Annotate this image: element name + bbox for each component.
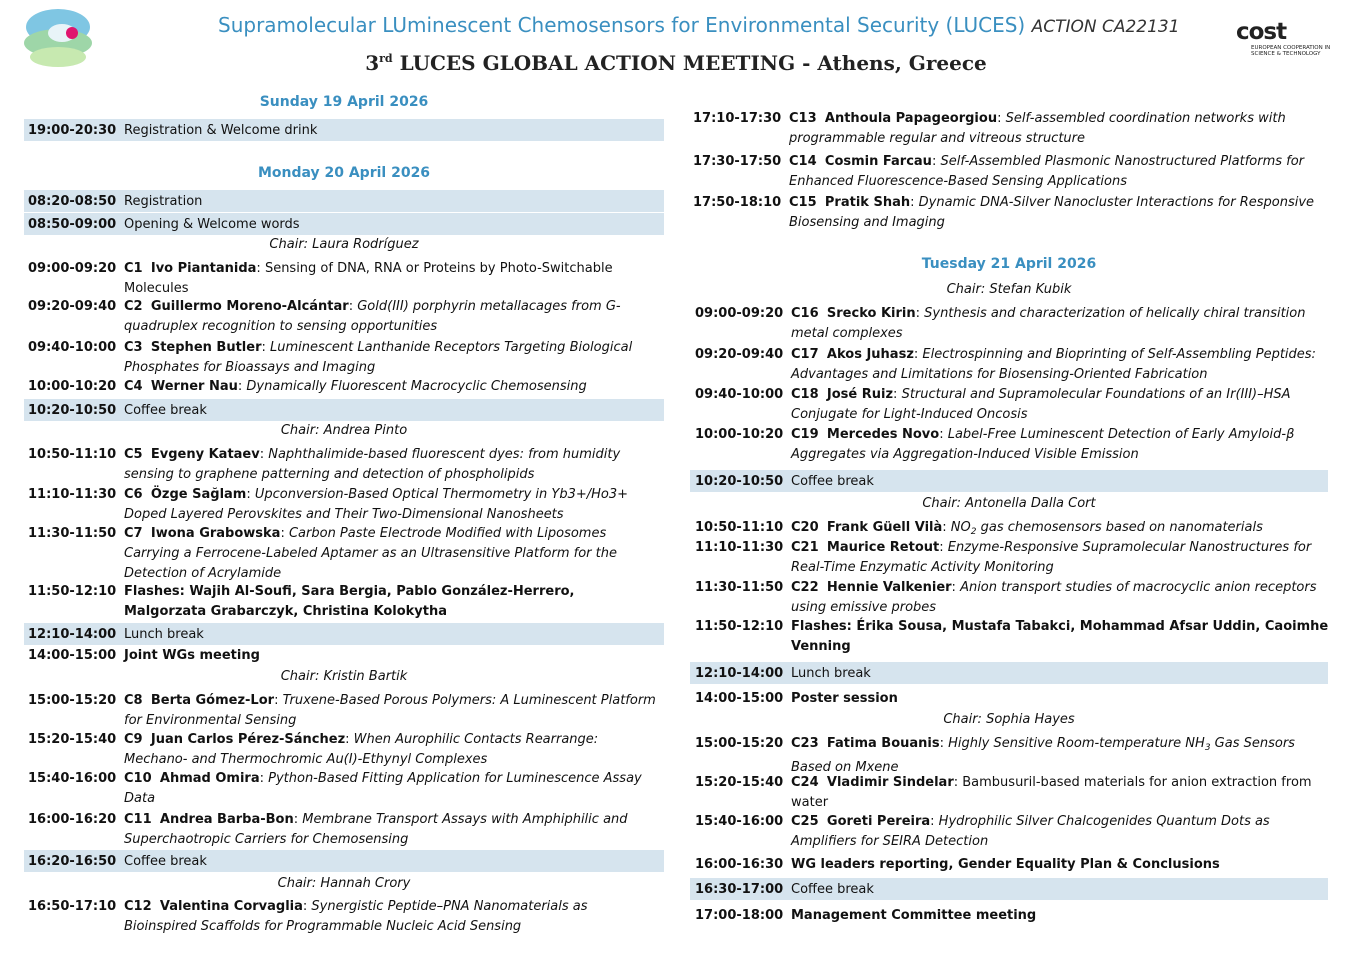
speaker-name: Ahmad Omira (159, 771, 260, 786)
cost-logo: cost EUROPEAN COOPERATION IN SCIENCE & TECHNOLOGY (1236, 19, 1331, 57)
session-content (124, 121, 659, 141)
talk-code: C10 (124, 771, 152, 786)
meeting-title: 3rd LUCES GLOBAL ACTION MEETING - Athens, Greece (365, 51, 987, 75)
session-time: 10:00-10:20 (28, 379, 117, 394)
speaker-name: Frank Güell Vilà (826, 520, 943, 535)
session-time: 11:30-11:50 (28, 526, 117, 541)
speaker-name: Guillermo Moreno-Alcántar (150, 299, 349, 314)
speaker-name: Stephen Butler (150, 340, 262, 355)
session-time: 14:00-15:00 (695, 691, 784, 706)
session-time: 11:10-11:30 (28, 487, 117, 502)
session-time: 09:20-09:40 (695, 347, 784, 362)
day-sunday: Sunday 19 April 2026 (259, 94, 429, 110)
speaker-name: Fatima Bouanis (826, 736, 940, 751)
day-tuesday: Tuesday 21 April 2026 (921, 256, 1097, 272)
talk-title: Upconversion-Based Optical Thermometry in Yb3+/Ho3+ Doped Layered Perovskites and Their Two-Dimensional Nanosheets (124, 487, 629, 522)
talk-code: C13 (789, 111, 817, 126)
session-label: Opening & Welcome words (124, 217, 300, 232)
session-content: C2 Guillermo Moreno-Alcántar: Gold(III) porphyrin metallacages from G-quadruplex recognition to sensing opportunities (124, 299, 621, 334)
talk-code: C12 (124, 899, 152, 914)
talk-title: Carbon Paste Electrode Modified with Liposomes Carrying a Ferrocene-Labeled Aptamer as an Ultrasensitive Platform for the Detection of Acrylamide (124, 526, 617, 581)
speaker-name: Werner Nau (150, 379, 238, 394)
talk-title-part: NO (950, 520, 971, 535)
session-time: 09:00-09:20 (28, 261, 117, 276)
talk-code: C22 (791, 580, 819, 595)
session-content (124, 215, 659, 235)
session-chair: Chair: Stefan Kubik (946, 282, 1072, 297)
talk-title: Python-Based Fitting Application for Luminescence Assay Data (124, 771, 642, 806)
session-content: C23 Fatima Bouanis: Highly Sensitive Room-temperature $NH_3$ Gas Sensors Based on Mxene (791, 736, 1295, 775)
session-label: Flashes: Wajih Al-Soufi, Sara Bergia, Pablo González-Herrero, Malgorzata Grabarczyk, Christina Kolokytha (124, 584, 575, 619)
talk-title: Sensing of DNA, RNA or Proteins by Photo-Switchable Molecules (124, 261, 613, 296)
session-chair: Chair: Sophia Hayes (943, 712, 1075, 727)
session-time: 17:30-17:50 (693, 154, 782, 169)
speaker-name: Srecko Kirin (826, 306, 916, 321)
session-chair: Chair: Hannah Crory (277, 876, 411, 891)
session-content: C20 Frank Güell Vilà: $NO_2$ gas chemosensors based on nanomaterials (791, 520, 1263, 537)
session-content (791, 472, 1331, 492)
talk-code: C21 (791, 540, 819, 555)
talk-code: C25 (791, 814, 819, 829)
talk-title: Truxene-Based Porous Polymers: A Luminescent Platform for Environmental Sensing (124, 693, 656, 728)
talk-title: Synergistic Peptide–PNA Nanomaterials as Bioinspired Scaffolds for Programmable Nucleic Acid Sensing (124, 899, 588, 934)
session-content: C6 Özge Sağlam: Upconversion-Based Optical Thermometry in Yb3+/Ho3+ Doped Layered Perovskites and Their Two-Dimensional Nanosheets (124, 487, 629, 522)
talk-title: Self-Assembled Plasmonic Nanostructured Platforms for Enhanced Fluorescence-Based Sensing Applications (789, 154, 1305, 189)
talk-title: Luminescent Lanthanide Receptors Targeting Biological Phosphates for Bioassays and Imaging (124, 340, 633, 375)
speaker-name: Goreti Pereira (826, 814, 931, 829)
speaker-name: Özge Sağlam (150, 487, 247, 502)
talk-title: Dynamic DNA-Silver Nanocluster Interactions for Responsive Biosensing and Imaging (789, 195, 1315, 230)
session-label: Registration & Welcome drink (124, 123, 318, 138)
session-content: C19 Mercedes Novo: Label-Free Luminescent Detection of Early Amyloid-β Aggregates via Aggregation-Induced Visible Emission (791, 427, 1295, 462)
talk-code: C20 (791, 520, 819, 535)
session-label: Coffee break (791, 474, 874, 489)
talk-code: C8 (124, 693, 143, 708)
talk-title: Label-Free Luminescent Detection of Early Amyloid-β Aggregates via Aggregation-Induced Visible Emission (791, 427, 1295, 462)
talk-code: C11 (124, 812, 152, 827)
speaker-name: Valentina Corvaglia (159, 899, 303, 914)
talk-code: C1 (124, 261, 143, 276)
session-content (791, 880, 1331, 900)
talk-title: Self-assembled coordination networks with programmable regular and vitreous structure (789, 111, 1286, 146)
session-time: 19:00-20:30 (28, 123, 117, 138)
session-time: 10:50-11:10 (28, 447, 117, 462)
session-content: C7 Iwona Grabowska: Carbon Paste Electrode Modified with Liposomes Carrying a Ferrocene-Labeled Aptamer as an Ultrasensitive Platform for the Detection of Acrylamide (124, 526, 617, 581)
session-content: C15 Pratik Shah: Dynamic DNA-Silver Nanocluster Interactions for Responsive Biosensing and Imaging (789, 195, 1315, 230)
project-title: Supramolecular LUminescent Chemosensors for Environmental Security (LUCES) ACTION CA22131 (218, 13, 1180, 37)
session-content (124, 192, 659, 212)
talk-title: Dynamically Fluorescent Macrocyclic Chemosensing (246, 379, 587, 394)
talk-title: Electrospinning and Bioprinting of Self-Assembling Peptides: Advantages and Limitations for Biosensing-Oriented Fabrication (791, 347, 1316, 382)
session-content: C8 Berta Gómez-Lor: Truxene-Based Porous Polymers: A Luminescent Platform for Environmental Sensing (124, 693, 656, 728)
session-time: 15:00-15:20 (28, 693, 117, 708)
session-label: Flashes: Érika Sousa, Mustafa Tabakci, Mohammad Afsar Uddin, Caoimhe Venning (791, 619, 1329, 654)
session-label: Coffee break (791, 882, 874, 897)
session-time: 15:00-15:20 (695, 736, 784, 751)
action-code: ACTION CA22131 (1031, 17, 1180, 37)
session-time: 16:20-16:50 (28, 854, 117, 869)
speaker-name: Evgeny Kataev (150, 447, 260, 462)
talk-code: C18 (791, 387, 819, 402)
session-time: 17:50-18:10 (693, 195, 782, 210)
session-content: C18 José Ruiz: Structural and Supramolecular Foundations of an Ir(III)–HSA Conjugate for Light-Induced Oncosis (791, 387, 1291, 422)
session-content (124, 582, 659, 622)
session-time: 12:10-14:00 (28, 627, 117, 642)
session-content: C24 Vladimir Sindelar: Bambusuril-based materials for anion extraction from water (791, 775, 1312, 810)
session-time: 16:50-17:10 (28, 899, 117, 914)
talk-code: C24 (791, 775, 819, 790)
talk-title: Naphthalimide-based fluorescent dyes: from humidity sensing to graphene patterning and detection of phospholipids (124, 447, 621, 482)
speaker-name: Berta Gómez-Lor (150, 693, 275, 708)
speaker-name: Hennie Valkenier (826, 580, 952, 595)
talk-title-sub: 3 (1204, 743, 1211, 753)
session-time: 09:20-09:40 (28, 299, 117, 314)
session-content: C11 Andrea Barba-Bon: Membrane Transport Assays with Amphiphilic and Superchaotropic Carriers for Chemosensing (124, 812, 628, 847)
session-time: 10:20-10:50 (28, 403, 117, 418)
session-time: 11:30-11:50 (695, 580, 784, 595)
session-time: 09:40-10:00 (28, 340, 117, 355)
session-chair: Chair: Andrea Pinto (280, 423, 408, 438)
talk-code: C6 (124, 487, 143, 502)
session-time: 16:00-16:30 (695, 857, 784, 872)
session-label: Registration (124, 194, 203, 209)
session-time: 09:00-09:20 (695, 306, 784, 321)
session-label: Joint WGs meeting (124, 648, 260, 663)
talk-code: C5 (124, 447, 143, 462)
session-time: 11:50-12:10 (695, 619, 784, 634)
talk-title-part: Gas Sensors Based on Mxene (791, 736, 1295, 775)
session-chair: Chair: Laura Rodríguez (269, 237, 419, 252)
talk-code: C14 (789, 154, 817, 169)
talk-code: C16 (791, 306, 819, 321)
talk-title: Bambusuril-based materials for anion extraction from water (791, 775, 1312, 810)
day-monday: Monday 20 April 2026 (257, 165, 431, 181)
talk-code: C4 (124, 379, 143, 394)
session-content: C25 Goreti Pereira: Hydrophilic Silver Chalcogenides Quantum Dots as Amplifiers for SEIRA Detection (791, 814, 1270, 849)
talk-title-sub: 2 (970, 527, 977, 537)
session-content (124, 625, 659, 645)
talk-code: C17 (791, 347, 819, 362)
session-time: 11:10-11:30 (695, 540, 784, 555)
talk-title-part: Highly Sensitive Room-temperature NH (948, 736, 1205, 751)
session-chair: Chair: Kristin Bartik (280, 669, 408, 684)
session-chair: Chair: Antonella Dalla Cort (922, 496, 1096, 511)
talk-title (951, 520, 1263, 535)
session-content: C16 Srecko Kirin: Synthesis and characterization of helically chiral transition metal complexes (791, 306, 1306, 341)
session-content: C10 Ahmad Omira: Python-Based Fitting Application for Luminescence Assay Data (124, 771, 642, 806)
talk-title: Structural and Supramolecular Foundations of an Ir(III)–HSA Conjugate for Light-Induced Oncosis (791, 387, 1291, 422)
session-content: C14 Cosmin Farcau: Self-Assembled Plasmonic Nanostructured Platforms for Enhanced Fluorescence-Based Sensing Applications (789, 154, 1305, 189)
speaker-name: Pratik Shah (824, 195, 911, 210)
talk-code: C7 (124, 526, 143, 541)
session-time: 15:40-16:00 (28, 771, 117, 786)
session-content (791, 617, 1331, 657)
talk-title: Membrane Transport Assays with Amphiphilic and Superchaotropic Carriers for Chemosensing (124, 812, 628, 847)
session-content (791, 689, 1331, 709)
speaker-name: Akos Juhasz (826, 347, 914, 362)
talk-title: Anion transport studies of macrocyclic anion receptors using emissive probes (791, 580, 1317, 615)
talk-code: C3 (124, 340, 143, 355)
session-content: C22 Hennie Valkenier: Anion transport studies of macrocyclic anion receptors using emissive probes (791, 580, 1317, 615)
session-time: 15:20-15:40 (28, 732, 117, 747)
session-content (791, 664, 1331, 684)
session-content (791, 906, 1331, 926)
talk-title: Gold(III) porphyrin metallacages from G-quadruplex recognition to sensing opportunities (124, 299, 621, 334)
session-time: 17:00-18:00 (695, 908, 784, 923)
session-content: C3 Stephen Butler: Luminescent Lanthanide Receptors Targeting Biological Phosphates for Bioassays and Imaging (124, 340, 633, 375)
session-content: C9 Juan Carlos Pérez-Sánchez: When Aurophilic Contacts Rearrange: Mechano- and Thermochromic Au(I)-Ethynyl Complexes (124, 732, 599, 767)
talk-title: When Aurophilic Contacts Rearrange: Mechano- and Thermochromic Au(I)-Ethynyl Complexes (124, 732, 599, 767)
session-content: C13 Anthoula Papageorgiou: Self-assembled coordination networks with programmable regular and vitreous structure (789, 111, 1286, 146)
speaker-name: Vladimir Sindelar (826, 775, 954, 790)
session-label: Management Committee meeting (791, 908, 1037, 923)
session-content: C17 Akos Juhasz: Electrospinning and Bioprinting of Self-Assembling Peptides: Advantages and Limitations for Biosensing-Oriented Fabrication (791, 347, 1316, 382)
session-label: Poster session (791, 691, 898, 706)
session-content: C4 Werner Nau: Dynamically Fluorescent Macrocyclic Chemosensing (124, 379, 587, 394)
speaker-name: Ivo Piantanida (150, 261, 257, 276)
speaker-name: Cosmin Farcau (824, 154, 932, 169)
session-time: 08:20-08:50 (28, 194, 117, 209)
session-content (791, 855, 1331, 875)
session-content: C12 Valentina Corvaglia: Synergistic Peptide–PNA Nanomaterials as Bioinspired Scaffolds for Programmable Nucleic Acid Sensing (124, 899, 588, 934)
session-time: 09:40-10:00 (695, 387, 784, 402)
session-time: 10:50-11:10 (695, 520, 784, 535)
session-label: Lunch break (791, 666, 871, 681)
talk-code: C2 (124, 299, 143, 314)
session-label: Lunch break (124, 627, 204, 642)
session-time: 15:40-16:00 (695, 814, 784, 829)
session-time: 11:50-12:10 (28, 584, 117, 599)
session-content (124, 852, 659, 872)
session-time: 10:00-10:20 (695, 427, 784, 442)
session-time: 15:20-15:40 (695, 775, 784, 790)
session-time: 16:00-16:20 (28, 812, 117, 827)
speaker-name: Juan Carlos Pérez-Sánchez (150, 732, 346, 747)
speaker-name: Iwona Grabowska (150, 526, 281, 541)
session-content (124, 401, 659, 421)
talk-code: C15 (789, 195, 817, 210)
talk-title: Enzyme-Responsive Supramolecular Nanostructures for Real-Time Enzymatic Activity Monitoring (791, 540, 1312, 575)
session-time: 16:30-17:00 (695, 882, 784, 897)
session-label: Coffee break (124, 403, 207, 418)
session-time: 10:20-10:50 (695, 474, 784, 489)
session-time: 17:10-17:30 (693, 111, 782, 126)
session-label: Coffee break (124, 854, 207, 869)
session-time: 14:00-15:00 (28, 648, 117, 663)
speaker-name: Anthoula Papageorgiou (824, 111, 998, 126)
session-content (124, 646, 659, 666)
speaker-name: Mercedes Novo (826, 427, 940, 442)
session-content: C1 Ivo Piantanida: Sensing of DNA, RNA or Proteins by Photo-Switchable Molecules (124, 261, 613, 296)
session-content: C5 Evgeny Kataev: Naphthalimide-based fluorescent dyes: from humidity sensing to graphene patterning and detection of phospholipids (124, 447, 621, 482)
talk-title-part: gas chemosensors based on nanomaterials (976, 520, 1263, 535)
speaker-name: José Ruiz (826, 387, 894, 402)
talk-title: Synthesis and characterization of helically chiral transition metal complexes (791, 306, 1306, 341)
talk-code: C19 (791, 427, 819, 442)
session-content: C21 Maurice Retout: Enzyme-Responsive Supramolecular Nanostructures for Real-Time Enzymatic Activity Monitoring (791, 540, 1312, 575)
session-time: 12:10-14:00 (695, 666, 784, 681)
speaker-name: Maurice Retout (826, 540, 940, 555)
session-label: WG leaders reporting, Gender Equality Plan & Conclusions (791, 857, 1220, 872)
speaker-name: Andrea Barba-Bon (159, 812, 294, 827)
session-time: 08:50-09:00 (28, 217, 117, 232)
talk-code: C23 (791, 736, 819, 751)
talk-title: Hydrophilic Silver Chalcogenides Quantum Dots as Amplifiers for SEIRA Detection (791, 814, 1270, 849)
talk-code: C9 (124, 732, 143, 747)
